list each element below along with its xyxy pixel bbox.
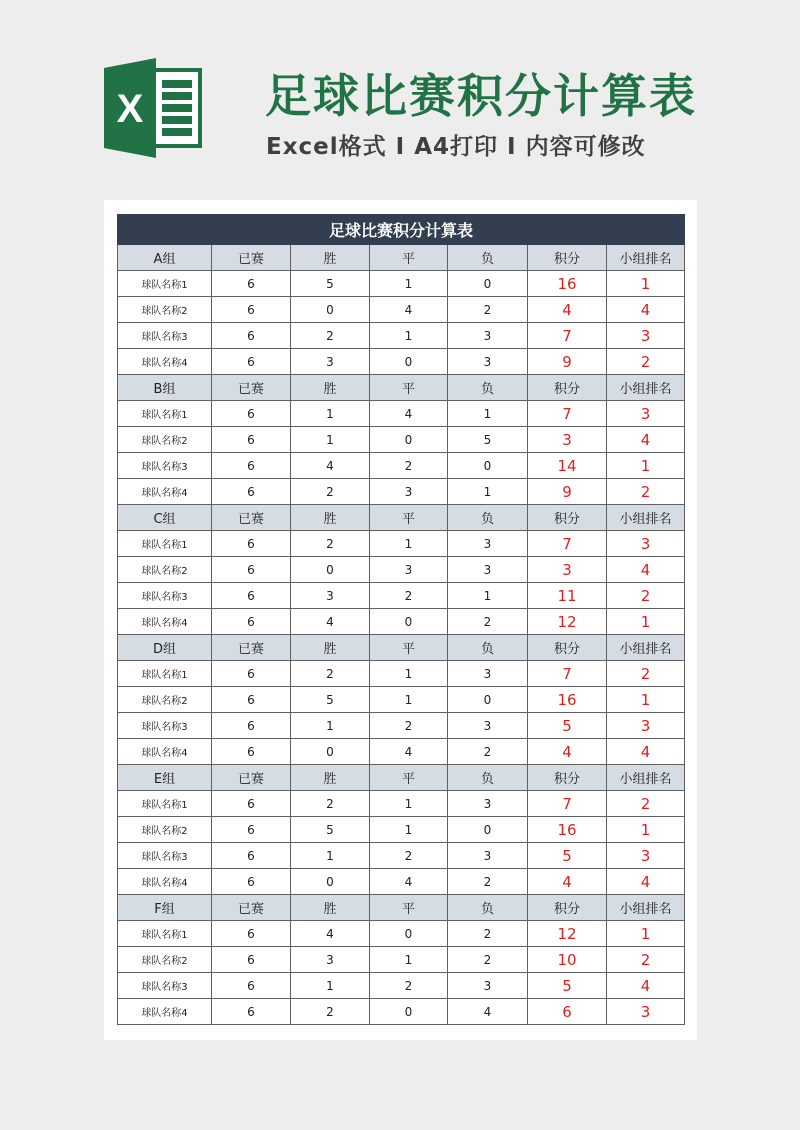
column-header: 负 <box>448 245 528 271</box>
table-title: 足球比赛积分计算表 <box>118 215 685 245</box>
wins-cell[interactable]: 0 <box>291 557 370 583</box>
played-cell[interactable]: 6 <box>212 661 291 687</box>
team-name-cell[interactable]: 球队名称4 <box>118 739 212 765</box>
played-cell[interactable]: 6 <box>212 401 291 427</box>
points-cell[interactable]: 16 <box>528 817 607 843</box>
losses-cell[interactable]: 2 <box>448 739 528 765</box>
group-rank-cell[interactable]: 2 <box>607 791 685 817</box>
points-cell[interactable]: 7 <box>528 323 607 349</box>
draws-cell[interactable]: 1 <box>370 323 448 349</box>
group-rank-cell[interactable]: 4 <box>607 557 685 583</box>
draws-cell[interactable]: 2 <box>370 843 448 869</box>
losses-cell[interactable]: 3 <box>448 973 528 999</box>
column-header: 负 <box>448 895 528 921</box>
draws-cell[interactable]: 4 <box>370 401 448 427</box>
column-header: 平 <box>370 765 448 791</box>
column-header: 积分 <box>528 635 607 661</box>
column-header: 小组排名 <box>607 505 685 531</box>
team-name-cell[interactable]: 球队名称2 <box>118 817 212 843</box>
column-header: 胜 <box>291 505 370 531</box>
points-cell[interactable]: 6 <box>528 999 607 1025</box>
team-name-cell[interactable]: 球队名称4 <box>118 999 212 1025</box>
column-header: 积分 <box>528 245 607 271</box>
wins-cell[interactable]: 5 <box>291 817 370 843</box>
team-name-cell[interactable]: 球队名称2 <box>118 687 212 713</box>
table-row <box>118 609 685 635</box>
column-header: 小组排名 <box>607 895 685 921</box>
group-rank-cell[interactable]: 4 <box>607 297 685 323</box>
table-row <box>118 323 685 349</box>
group-header-row <box>118 765 685 791</box>
losses-cell[interactable]: 2 <box>448 921 528 947</box>
team-name-cell[interactable]: 球队名称3 <box>118 583 212 609</box>
table-row <box>118 453 685 479</box>
draws-cell[interactable]: 1 <box>370 687 448 713</box>
played-cell[interactable]: 6 <box>212 713 291 739</box>
group-rank-cell[interactable]: 2 <box>607 583 685 609</box>
column-header: 胜 <box>291 245 370 271</box>
wins-cell[interactable]: 2 <box>291 531 370 557</box>
points-cell[interactable]: 9 <box>528 479 607 505</box>
draws-cell[interactable]: 1 <box>370 271 448 297</box>
played-cell[interactable]: 6 <box>212 479 291 505</box>
group-header-row <box>118 635 685 661</box>
team-name-cell[interactable]: 球队名称1 <box>118 921 212 947</box>
group-rank-cell[interactable]: 2 <box>607 947 685 973</box>
team-name-cell[interactable]: 球队名称1 <box>118 531 212 557</box>
draws-cell[interactable]: 0 <box>370 921 448 947</box>
played-cell[interactable]: 6 <box>212 349 291 375</box>
draws-cell[interactable]: 1 <box>370 947 448 973</box>
wins-cell[interactable]: 1 <box>291 713 370 739</box>
points-cell[interactable]: 16 <box>528 271 607 297</box>
points-cell[interactable]: 7 <box>528 401 607 427</box>
losses-cell[interactable]: 1 <box>448 583 528 609</box>
column-header: 负 <box>448 635 528 661</box>
group-rank-cell[interactable]: 3 <box>607 999 685 1025</box>
points-cell[interactable]: 7 <box>528 531 607 557</box>
wins-cell[interactable]: 0 <box>291 739 370 765</box>
losses-cell[interactable]: 2 <box>448 869 528 895</box>
group-name: B组 <box>118 375 212 401</box>
column-header: 小组排名 <box>607 765 685 791</box>
table-row <box>118 791 685 817</box>
column-header: 平 <box>370 505 448 531</box>
team-name-cell[interactable]: 球队名称3 <box>118 843 212 869</box>
group-rank-cell[interactable]: 4 <box>607 427 685 453</box>
table-row <box>118 921 685 947</box>
group-name: D组 <box>118 635 212 661</box>
points-cell[interactable]: 4 <box>528 869 607 895</box>
team-name-cell[interactable]: 球队名称1 <box>118 661 212 687</box>
table-row <box>118 999 685 1025</box>
wins-cell[interactable]: 3 <box>291 349 370 375</box>
wins-cell[interactable]: 1 <box>291 427 370 453</box>
column-header: 负 <box>448 765 528 791</box>
table-row <box>118 427 685 453</box>
group-rank-cell[interactable]: 1 <box>607 817 685 843</box>
group-rank-cell[interactable]: 3 <box>607 401 685 427</box>
draws-cell[interactable]: 0 <box>370 427 448 453</box>
points-cell[interactable]: 16 <box>528 687 607 713</box>
table-row <box>118 713 685 739</box>
group-rank-cell[interactable]: 3 <box>607 531 685 557</box>
losses-cell[interactable]: 3 <box>448 843 528 869</box>
played-cell[interactable]: 6 <box>212 271 291 297</box>
column-header: 已赛 <box>212 245 291 271</box>
wins-cell[interactable]: 2 <box>291 999 370 1025</box>
team-name-cell[interactable]: 球队名称4 <box>118 349 212 375</box>
table-row <box>118 271 685 297</box>
team-name-cell[interactable]: 球队名称1 <box>118 271 212 297</box>
group-rank-cell[interactable]: 4 <box>607 739 685 765</box>
group-rank-cell[interactable]: 1 <box>607 453 685 479</box>
played-cell[interactable]: 6 <box>212 453 291 479</box>
points-cell[interactable]: 12 <box>528 921 607 947</box>
played-cell[interactable]: 6 <box>212 583 291 609</box>
column-header: 平 <box>370 895 448 921</box>
draws-cell[interactable]: 0 <box>370 609 448 635</box>
group-rank-cell[interactable]: 2 <box>607 349 685 375</box>
group-name: E组 <box>118 765 212 791</box>
column-header: 积分 <box>528 375 607 401</box>
played-cell[interactable]: 6 <box>212 323 291 349</box>
draws-cell[interactable]: 2 <box>370 713 448 739</box>
played-cell[interactable]: 6 <box>212 427 291 453</box>
column-header: 平 <box>370 375 448 401</box>
points-cell[interactable]: 11 <box>528 583 607 609</box>
team-name-cell[interactable]: 球队名称3 <box>118 713 212 739</box>
wins-cell[interactable]: 2 <box>291 661 370 687</box>
losses-cell[interactable]: 0 <box>448 687 528 713</box>
wins-cell[interactable]: 4 <box>291 453 370 479</box>
team-name-cell[interactable]: 球队名称3 <box>118 453 212 479</box>
losses-cell[interactable]: 1 <box>448 479 528 505</box>
table-row <box>118 687 685 713</box>
team-name-cell[interactable]: 球队名称2 <box>118 557 212 583</box>
wins-cell[interactable]: 4 <box>291 921 370 947</box>
losses-cell[interactable]: 0 <box>448 453 528 479</box>
points-cell[interactable]: 7 <box>528 661 607 687</box>
team-name-cell[interactable]: 球队名称4 <box>118 869 212 895</box>
draws-cell[interactable]: 3 <box>370 479 448 505</box>
column-header: 已赛 <box>212 895 291 921</box>
table-row <box>118 817 685 843</box>
played-cell[interactable]: 6 <box>212 531 291 557</box>
draws-cell[interactable]: 4 <box>370 739 448 765</box>
wins-cell[interactable]: 1 <box>291 973 370 999</box>
column-header: 平 <box>370 635 448 661</box>
played-cell[interactable]: 6 <box>212 557 291 583</box>
played-cell[interactable]: 6 <box>212 973 291 999</box>
team-name-cell[interactable]: 球队名称3 <box>118 973 212 999</box>
points-cell[interactable]: 3 <box>528 427 607 453</box>
table-row <box>118 297 685 323</box>
group-header-row <box>118 245 685 271</box>
team-name-cell[interactable]: 球队名称4 <box>118 479 212 505</box>
played-cell[interactable]: 6 <box>212 843 291 869</box>
column-header: 积分 <box>528 895 607 921</box>
wins-cell[interactable]: 0 <box>291 869 370 895</box>
points-cell[interactable]: 9 <box>528 349 607 375</box>
played-cell[interactable]: 6 <box>212 947 291 973</box>
points-cell[interactable]: 5 <box>528 713 607 739</box>
column-header: 小组排名 <box>607 375 685 401</box>
group-header-row <box>118 505 685 531</box>
team-name-cell[interactable]: 球队名称4 <box>118 609 212 635</box>
points-cell[interactable]: 5 <box>528 973 607 999</box>
table-row <box>118 947 685 973</box>
team-name-cell[interactable]: 球队名称2 <box>118 427 212 453</box>
losses-cell[interactable]: 3 <box>448 323 528 349</box>
column-header: 胜 <box>291 375 370 401</box>
column-header: 小组排名 <box>607 635 685 661</box>
played-cell[interactable]: 6 <box>212 739 291 765</box>
column-header: 负 <box>448 505 528 531</box>
column-header: 负 <box>448 375 528 401</box>
table-row <box>118 557 685 583</box>
table-row <box>118 401 685 427</box>
draws-cell[interactable]: 1 <box>370 817 448 843</box>
losses-cell[interactable]: 3 <box>448 531 528 557</box>
wins-cell[interactable]: 4 <box>291 609 370 635</box>
table-row <box>118 479 685 505</box>
draws-cell[interactable]: 4 <box>370 297 448 323</box>
group-rank-cell[interactable]: 1 <box>607 921 685 947</box>
losses-cell[interactable]: 3 <box>448 349 528 375</box>
group-rank-cell[interactable]: 2 <box>607 479 685 505</box>
losses-cell[interactable]: 2 <box>448 609 528 635</box>
points-cell[interactable]: 4 <box>528 739 607 765</box>
losses-cell[interactable]: 3 <box>448 557 528 583</box>
losses-cell[interactable]: 3 <box>448 713 528 739</box>
losses-cell[interactable]: 5 <box>448 427 528 453</box>
group-rank-cell[interactable]: 1 <box>607 271 685 297</box>
draws-cell[interactable]: 4 <box>370 869 448 895</box>
group-rank-cell[interactable]: 3 <box>607 713 685 739</box>
page-title: 足球比赛积分计算表 <box>265 69 697 123</box>
draws-cell[interactable]: 2 <box>370 453 448 479</box>
wins-cell[interactable]: 0 <box>291 297 370 323</box>
played-cell[interactable]: 6 <box>212 869 291 895</box>
group-rank-cell[interactable]: 1 <box>607 609 685 635</box>
group-rank-cell[interactable]: 4 <box>607 869 685 895</box>
team-name-cell[interactable]: 球队名称3 <box>118 323 212 349</box>
played-cell[interactable]: 6 <box>212 609 291 635</box>
table-row <box>118 739 685 765</box>
group-rank-cell[interactable]: 3 <box>607 323 685 349</box>
wins-cell[interactable]: 3 <box>291 583 370 609</box>
table-row <box>118 973 685 999</box>
losses-cell[interactable]: 3 <box>448 661 528 687</box>
points-cell[interactable]: 7 <box>528 791 607 817</box>
losses-cell[interactable]: 3 <box>448 791 528 817</box>
team-name-cell[interactable]: 球队名称1 <box>118 401 212 427</box>
losses-cell[interactable]: 2 <box>448 297 528 323</box>
group-rank-cell[interactable]: 2 <box>607 661 685 687</box>
group-rank-cell[interactable]: 1 <box>607 687 685 713</box>
played-cell[interactable]: 6 <box>212 297 291 323</box>
wins-cell[interactable]: 1 <box>291 843 370 869</box>
page-subtitle: Excel格式 I A4打印 I 内容可修改 <box>266 134 646 160</box>
group-name: F组 <box>118 895 212 921</box>
group-rank-cell[interactable]: 3 <box>607 843 685 869</box>
standings-table <box>117 214 685 1025</box>
draws-cell[interactable]: 1 <box>370 531 448 557</box>
played-cell[interactable]: 6 <box>212 791 291 817</box>
column-header: 胜 <box>291 895 370 921</box>
points-cell[interactable]: 4 <box>528 297 607 323</box>
wins-cell[interactable]: 5 <box>291 687 370 713</box>
losses-cell[interactable]: 2 <box>448 947 528 973</box>
column-header: 积分 <box>528 765 607 791</box>
draws-cell[interactable]: 0 <box>370 999 448 1025</box>
wins-cell[interactable]: 2 <box>291 323 370 349</box>
table-row <box>118 531 685 557</box>
played-cell[interactable]: 6 <box>212 999 291 1025</box>
draws-cell[interactable]: 2 <box>370 583 448 609</box>
group-header-row <box>118 895 685 921</box>
svg-text:X: X <box>116 87 144 131</box>
wins-cell[interactable]: 5 <box>291 271 370 297</box>
column-header: 已赛 <box>212 505 291 531</box>
points-cell[interactable]: 12 <box>528 609 607 635</box>
table-title-row <box>118 215 685 245</box>
draws-cell[interactable]: 1 <box>370 661 448 687</box>
table-row <box>118 583 685 609</box>
points-cell[interactable]: 10 <box>528 947 607 973</box>
draws-cell[interactable]: 0 <box>370 349 448 375</box>
excel-logo-icon <box>104 58 204 158</box>
losses-cell[interactable]: 0 <box>448 271 528 297</box>
column-header: 胜 <box>291 765 370 791</box>
column-header: 胜 <box>291 635 370 661</box>
wins-cell[interactable]: 3 <box>291 947 370 973</box>
sheet-card <box>104 200 697 1040</box>
points-cell[interactable]: 5 <box>528 843 607 869</box>
losses-cell[interactable]: 1 <box>448 401 528 427</box>
column-header: 已赛 <box>212 375 291 401</box>
group-name: A组 <box>118 245 212 271</box>
played-cell[interactable]: 6 <box>212 687 291 713</box>
wins-cell[interactable]: 1 <box>291 401 370 427</box>
column-header: 小组排名 <box>607 245 685 271</box>
column-header: 平 <box>370 245 448 271</box>
losses-cell[interactable]: 4 <box>448 999 528 1025</box>
played-cell[interactable]: 6 <box>212 921 291 947</box>
table-row <box>118 661 685 687</box>
points-cell[interactable]: 3 <box>528 557 607 583</box>
table-row <box>118 349 685 375</box>
wins-cell[interactable]: 2 <box>291 791 370 817</box>
points-cell[interactable]: 14 <box>528 453 607 479</box>
team-name-cell[interactable]: 球队名称2 <box>118 297 212 323</box>
team-name-cell[interactable]: 球队名称2 <box>118 947 212 973</box>
group-rank-cell[interactable]: 4 <box>607 973 685 999</box>
draws-cell[interactable]: 1 <box>370 791 448 817</box>
draws-cell[interactable]: 2 <box>370 973 448 999</box>
column-header: 已赛 <box>212 765 291 791</box>
column-header: 已赛 <box>212 635 291 661</box>
wins-cell[interactable]: 2 <box>291 479 370 505</box>
played-cell[interactable]: 6 <box>212 817 291 843</box>
team-name-cell[interactable]: 球队名称1 <box>118 791 212 817</box>
column-header: 积分 <box>528 505 607 531</box>
table-row <box>118 869 685 895</box>
group-name: C组 <box>118 505 212 531</box>
table-row <box>118 843 685 869</box>
draws-cell[interactable]: 3 <box>370 557 448 583</box>
losses-cell[interactable]: 0 <box>448 817 528 843</box>
group-header-row <box>118 375 685 401</box>
